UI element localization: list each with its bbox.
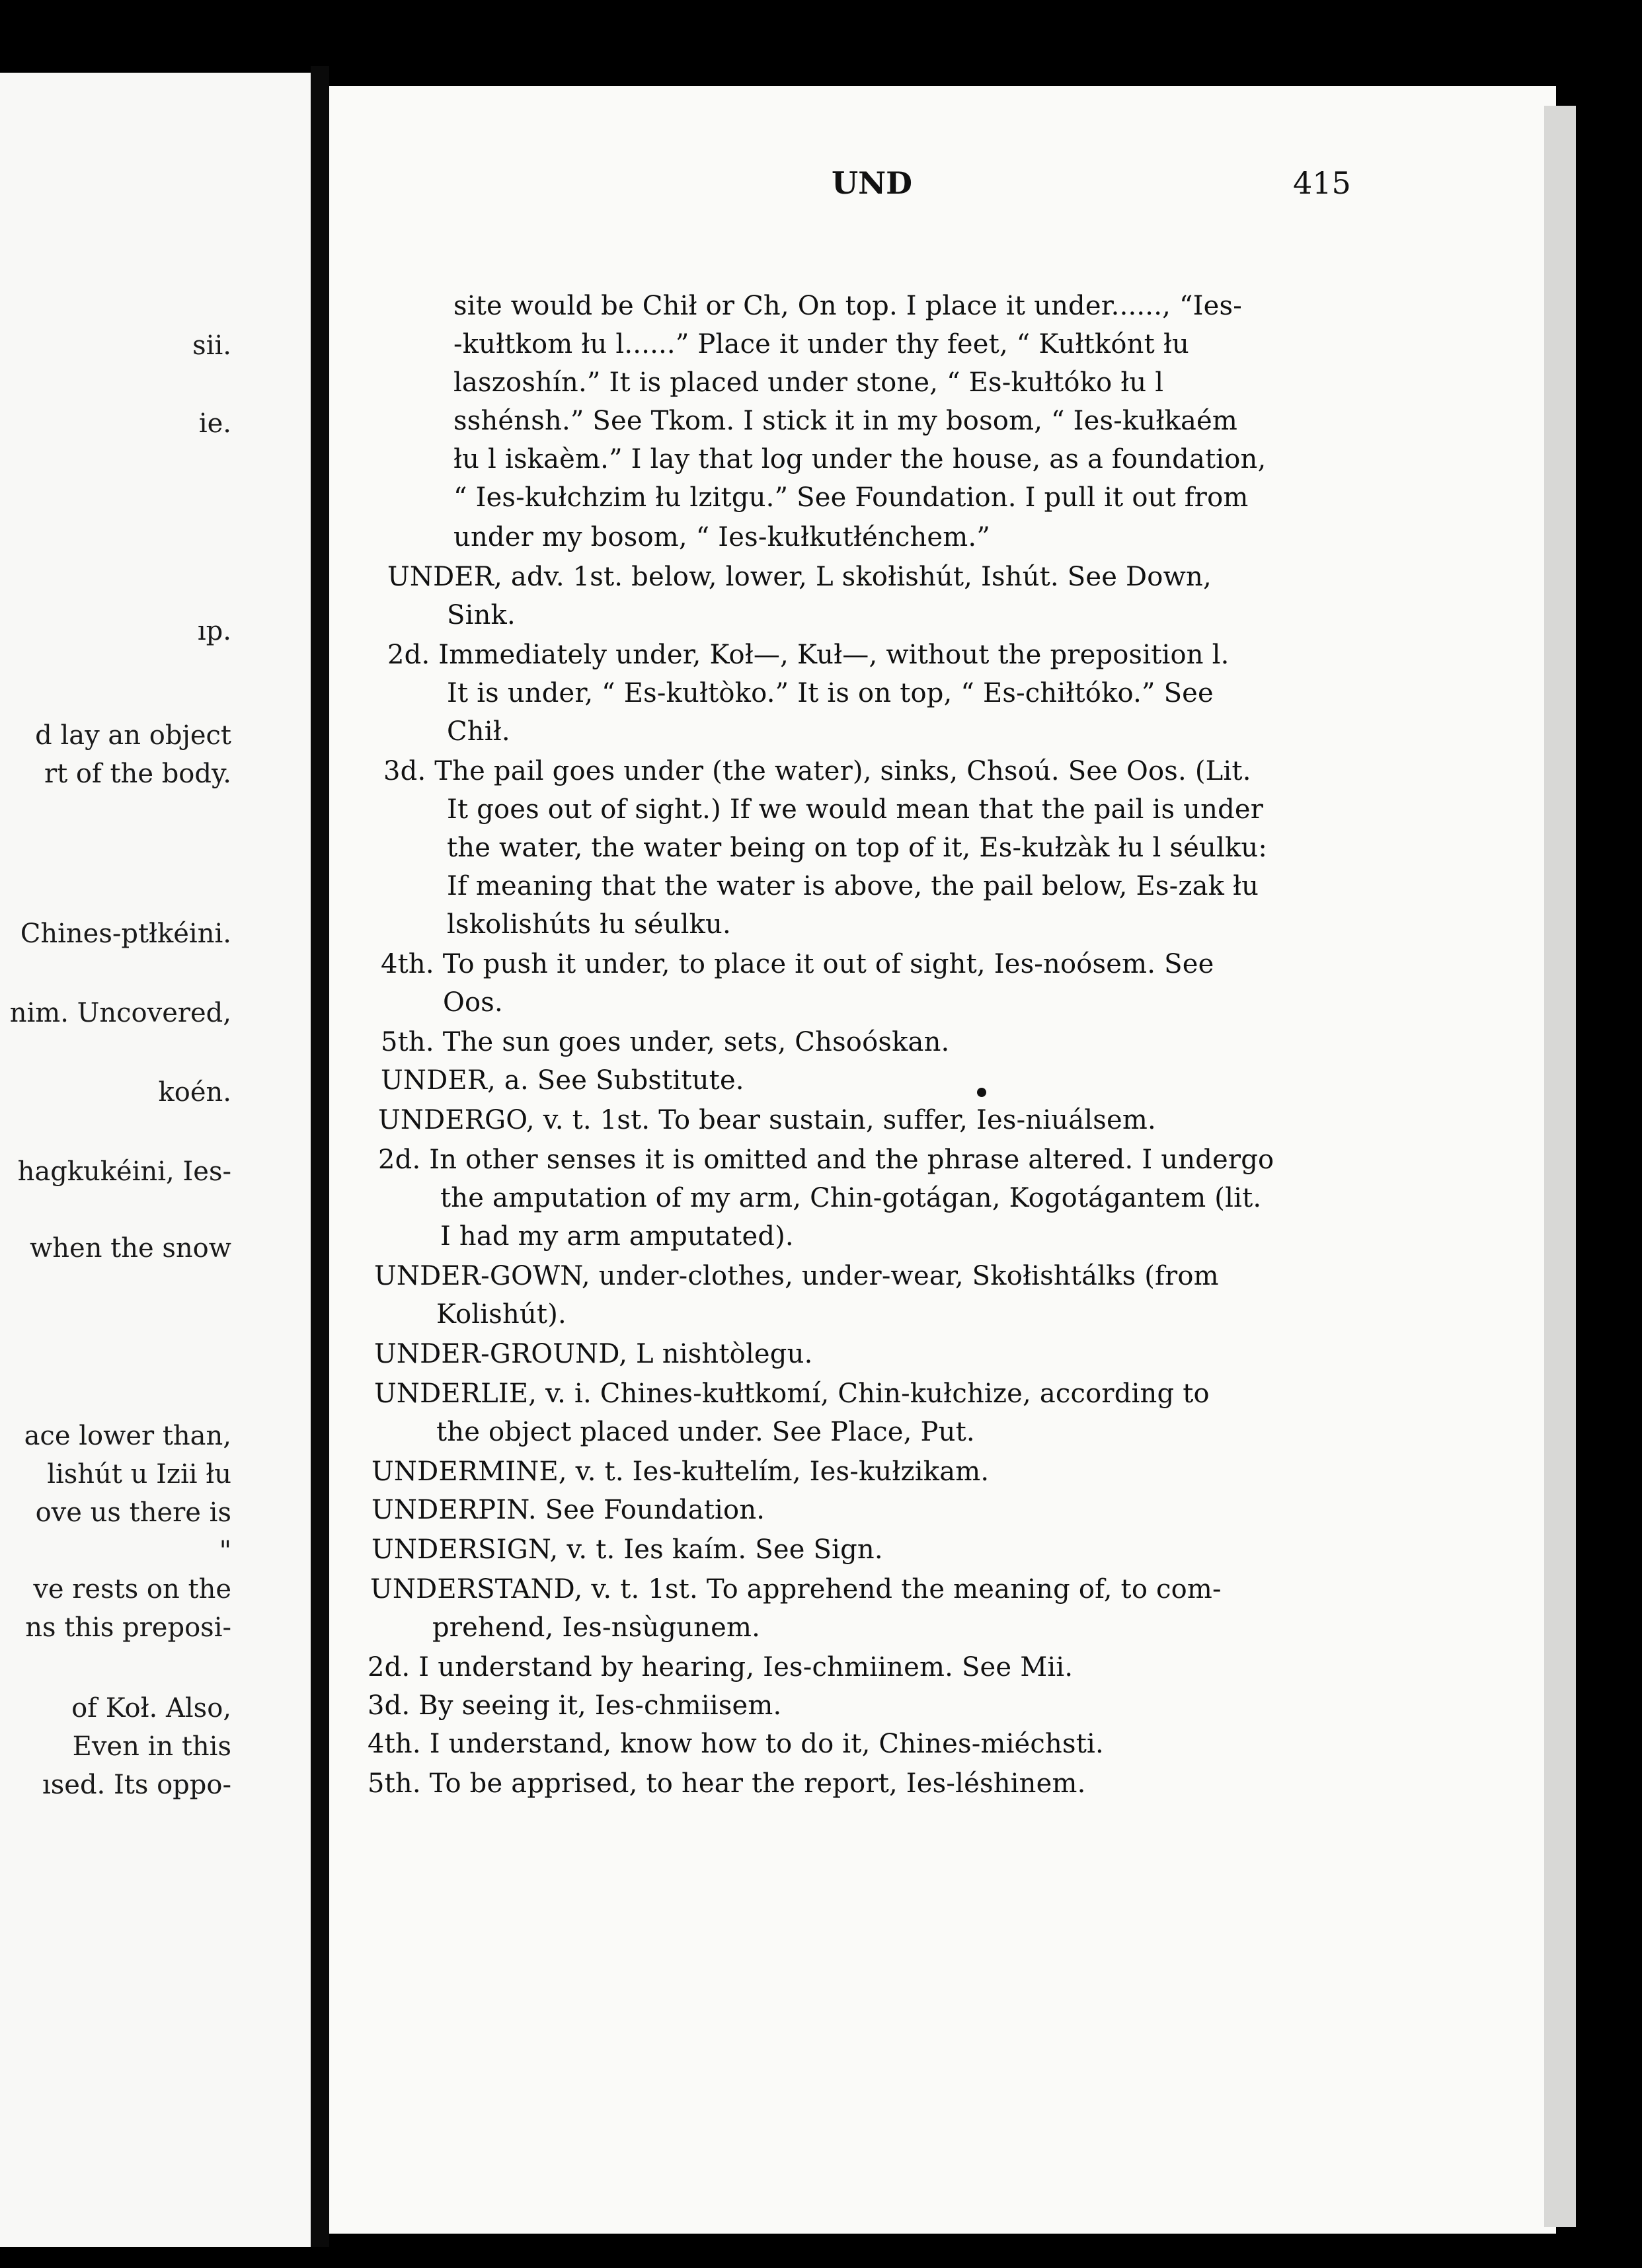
text-line: -kułtkom łu l......” Place it under thy feet, “ Kułtkónt łu — [453, 329, 1189, 359]
left-line: Even in this — [72, 1731, 231, 1762]
entry-under-a: UNDER, a. See Substitute. — [381, 1065, 744, 1096]
page-number: 415 — [1293, 165, 1351, 201]
text-line: prehend, Ies-nsùgunem. — [432, 1612, 761, 1643]
text-line: site would be Chił or Ch, On top. I place it under......, “Ies- — [453, 291, 1242, 321]
text-line: laszoshín.” It is placed under stone, “ Es-kułtóko łu l — [453, 367, 1164, 398]
left-line: d lay an object — [35, 720, 231, 751]
entry-under-adv: UNDER, adv. 1st. below, lower, L skołishút, Ishút. See Down, — [387, 562, 1212, 592]
left-line: ove us there is — [35, 1497, 231, 1528]
text-line: 2d. In other senses it is omitted and the phrase altered. I undergo — [378, 1145, 1274, 1175]
left-line: ıp. — [197, 616, 231, 646]
entry-under-gown: UNDER-GOWN, under-clothes, under-wear, Skołishtálks (from — [374, 1261, 1219, 1291]
entry-understand: UNDERSTAND, v. t. 1st. To apprehend the meaning of, to com- — [370, 1574, 1222, 1605]
text-line: the amputation of my arm, Chin-gotágan, Kogotágantem (lit. — [440, 1183, 1262, 1213]
text-line: “ Ies-kułchzim łu lzitgu.” See Foundation. I pull it out from — [453, 482, 1249, 513]
text-line: Sink. — [447, 600, 516, 630]
page-edge-shadow — [1544, 106, 1576, 2227]
left-line: when the snow — [30, 1233, 231, 1264]
left-line: hagkukéini, Ies- — [17, 1156, 231, 1187]
entry-underlie: UNDERLIE, v. i. Chines-kułtkomí, Chin-kułchize, according to — [374, 1379, 1210, 1409]
text-line: It is under, “ Es-kułtòko.” It is on top, “ Es-chiłtóko.” See — [447, 678, 1214, 708]
left-line: ie. — [198, 408, 231, 439]
text-line: Oos. — [443, 987, 503, 1018]
text-line: under my bosom, “ Ies-kułkutłénchem.” — [453, 522, 990, 552]
left-line: " — [219, 1536, 231, 1566]
text-line: 2d. Immediately under, Koł—, Kuł—, without the preposition l. — [387, 640, 1230, 670]
page-gutter — [311, 66, 329, 2247]
text-line: Chił. — [447, 716, 510, 747]
text-line: Kolishút). — [436, 1299, 567, 1330]
text-line: It goes out of sight.) If we would mean that the pail is under — [447, 794, 1264, 825]
entry-undermine: UNDERMINE, v. t. Ies-kułtelím, Ies-kułzikam. — [371, 1456, 990, 1487]
entry-undersign: UNDERSIGN, v. t. Ies kaím. See Sign. — [371, 1534, 883, 1565]
left-line: of Koł. Also, — [71, 1693, 231, 1723]
text-line: łu l iskaèm.” I lay that log under the house, as a foundation, — [453, 444, 1267, 474]
text-line: 2d. I understand by hearing, Ies-chmiinem. See Mii. — [368, 1652, 1074, 1682]
left-line: lishút u Izii łu — [47, 1459, 231, 1490]
text-line: the object placed under. See Place, Put. — [436, 1417, 975, 1447]
left-line: ısed. Its oppo- — [42, 1770, 231, 1800]
running-head: UND — [832, 165, 913, 201]
left-line: nim. Uncovered, — [9, 998, 231, 1028]
left-page-fragment — [0, 73, 311, 2247]
text-line: 5th. To be apprised, to hear the report, Ies-léshinem. — [368, 1768, 1086, 1799]
text-line: 3d. By seeing it, Ies-chmiisem. — [368, 1690, 782, 1721]
text-line: the water, the water being on top of it, Es-kułzàk łu l séulku: — [447, 833, 1268, 863]
entry-undergo: UNDERGO, v. t. 1st. To bear sustain, suffer, Ies-niuálsem. — [378, 1105, 1156, 1135]
left-line: Chines-ptłkéini. — [20, 919, 231, 949]
text-line: 5th. The sun goes under, sets, Chsoóskan. — [381, 1027, 950, 1057]
text-line: I had my arm amputated). — [440, 1221, 794, 1252]
text-line: If meaning that the water is above, the pail below, Es-zak łu — [447, 871, 1259, 901]
text-line: 4th. I understand, know how to do it, Chines-miéchsti. — [368, 1729, 1104, 1759]
entry-under-ground: UNDER-GROUND, L nishtòlegu. — [374, 1339, 813, 1369]
left-line: sii. — [192, 330, 231, 361]
left-line: ns this preposi- — [25, 1612, 231, 1643]
text-line: 4th. To push it under, to place it out of sight, Ies-noósem. See — [381, 949, 1214, 979]
text-line: 3d. The pail goes under (the water), sinks, Chsoú. See Oos. (Lit. — [383, 756, 1251, 786]
text-line: sshénsh.” See Tkom. I stick it in my bosom, “ Ies-kułkaém — [453, 406, 1237, 436]
ink-dot — [977, 1088, 986, 1097]
text-line: lskolishúts łu séulku. — [447, 909, 731, 940]
left-line: ve rests on the — [33, 1574, 231, 1605]
left-line: ace lower than, — [24, 1421, 231, 1451]
left-line: rt of the body. — [44, 759, 231, 789]
left-line: koén. — [158, 1077, 231, 1108]
entry-underpin: UNDERPIN. See Foundation. — [371, 1495, 765, 1525]
